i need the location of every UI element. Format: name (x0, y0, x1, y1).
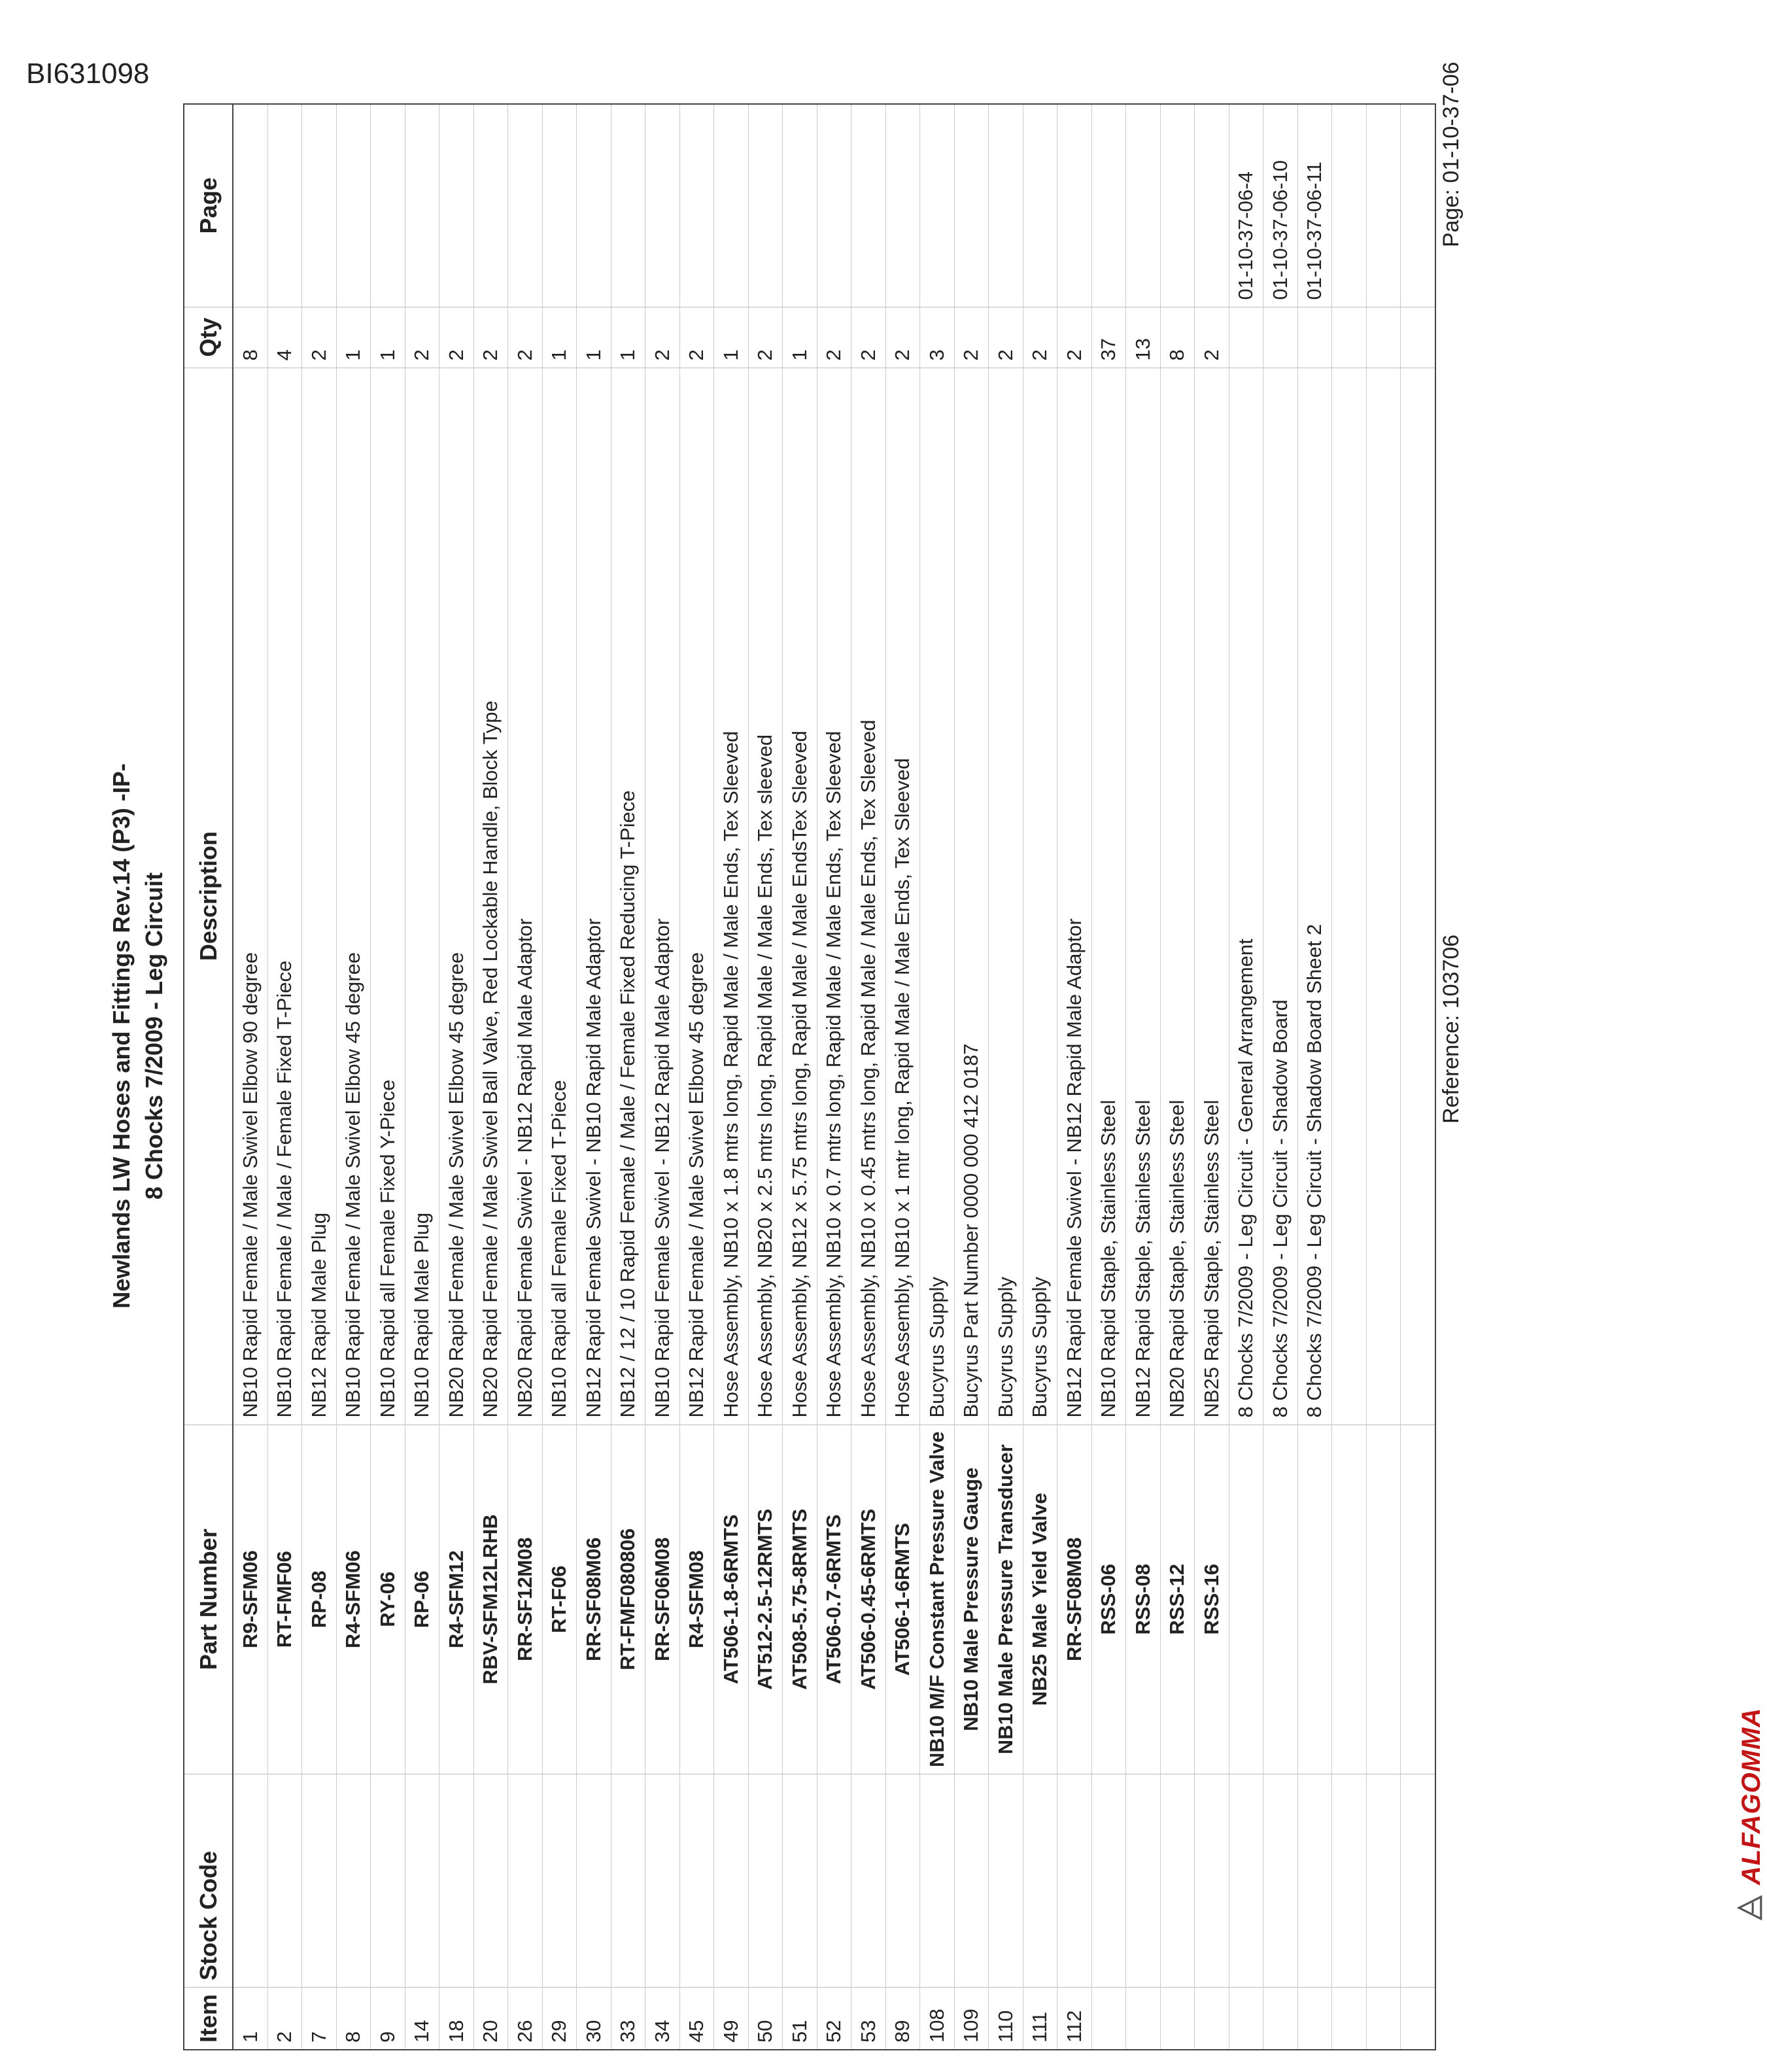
row-stock-code (371, 1774, 405, 1987)
row-part-number: AT506-0.7-6RMTS (817, 1424, 851, 1774)
row-page (611, 104, 645, 307)
row-qty: 1 (542, 307, 577, 368)
brand-logo (1736, 1708, 1767, 1922)
row-description (1401, 368, 1435, 1424)
row-stock-code (577, 1774, 611, 1987)
footer-page-number: Page: 01-10-37-06 (1439, 61, 1464, 247)
row-item-number: 18 (439, 1987, 474, 2050)
document-reference-code: BI631098 (26, 58, 150, 90)
row-qty (1229, 307, 1263, 368)
row-item-number: 111 (1023, 1987, 1057, 2050)
row-qty: 1 (336, 307, 371, 368)
table-row (1057, 104, 1092, 2050)
row-qty: 37 (1091, 307, 1126, 368)
row-part-number: RT-FMF080806 (611, 1424, 645, 1774)
row-item-number: 52 (817, 1987, 851, 2050)
row-item-number: 9 (371, 1987, 405, 2050)
row-description: NB12 Rapid Female Swivel - NB12 Rapid Male Adaptor (1057, 368, 1092, 1424)
row-page (1366, 104, 1401, 307)
row-stock-code (1057, 1774, 1092, 1987)
row-description: NB10 Rapid all Female Fixed Y-Piece (371, 368, 405, 1424)
row-item-number: 8 (336, 1987, 371, 2050)
row-part-number: RT-FMF06 (267, 1424, 302, 1774)
row-qty: 2 (645, 307, 680, 368)
row-stock-code (714, 1774, 749, 1987)
row-item-number: 49 (714, 1987, 749, 2050)
row-item-number (1401, 1987, 1435, 2050)
row-part-number: NB10 Male Pressure Gauge (954, 1424, 989, 1774)
row-description: 8 Chocks 7/2009 - Leg Circuit - General Arrangement (1229, 368, 1263, 1424)
row-page (989, 104, 1023, 307)
row-description: NB20 Rapid Female / Male Swivel Ball Valve, Red Lockable Handle, Block Type (473, 368, 508, 1424)
table-row (508, 104, 543, 2050)
row-qty: 8 (233, 307, 267, 368)
row-stock-code (920, 1774, 955, 1987)
row-page (405, 104, 439, 307)
header-part-number: Part Number (184, 1424, 233, 1774)
row-item-number: 50 (748, 1987, 783, 2050)
row-page (1023, 104, 1057, 307)
row-qty: 1 (714, 307, 749, 368)
row-qty (1263, 307, 1298, 368)
row-description: NB20 Rapid Female Swivel - NB12 Rapid Male Adaptor (508, 368, 543, 1424)
row-item-number: 45 (679, 1987, 714, 2050)
row-page (1091, 104, 1126, 307)
header-stock-code: Stock Code (184, 1774, 233, 1987)
row-qty: 4 (267, 307, 302, 368)
row-description: 8 Chocks 7/2009 - Leg Circuit - Shadow Board (1263, 368, 1298, 1424)
row-description: NB12 / 12 / 10 Rapid Female / Male / Female Fixed Reducing T-Piece (611, 368, 645, 1424)
table-row (336, 104, 371, 2050)
row-qty: 2 (439, 307, 474, 368)
table-row (1297, 104, 1332, 2050)
row-part-number: AT512-2.5-12RMTS (748, 1424, 783, 1774)
row-qty: 2 (885, 307, 920, 368)
row-item-number (1297, 1987, 1332, 2050)
row-stock-code (679, 1774, 714, 1987)
row-part-number (1297, 1424, 1332, 1774)
row-item-number: 7 (302, 1987, 337, 2050)
row-qty: 1 (783, 307, 817, 368)
row-item-number: 26 (508, 1987, 543, 2050)
table-row (439, 104, 474, 2050)
row-page: 01-10-37-06-10 (1263, 104, 1298, 307)
row-description: Hose Assembly, NB10 x 0.45 mtrs long, Rapid Male / Male Ends, Tex Sleeved (851, 368, 886, 1424)
row-part-number: RR-SF06M08 (645, 1424, 680, 1774)
header-page: Page (184, 104, 233, 307)
row-description: Hose Assembly, NB10 x 0.7 mtrs long, Rapid Male / Male Ends, Tex Sleeved (817, 368, 851, 1424)
row-qty: 2 (954, 307, 989, 368)
table-row (267, 104, 302, 2050)
table-row (714, 104, 749, 2050)
row-page (1401, 104, 1435, 307)
row-stock-code (1195, 1774, 1229, 1987)
row-stock-code (989, 1774, 1023, 1987)
row-qty: 1 (371, 307, 405, 368)
row-page (473, 104, 508, 307)
row-qty: 2 (473, 307, 508, 368)
row-page (336, 104, 371, 307)
row-stock-code (233, 1774, 267, 1987)
row-stock-code (1401, 1774, 1435, 1987)
row-page (267, 104, 302, 307)
row-page (542, 104, 577, 307)
row-page (1160, 104, 1195, 307)
row-stock-code (1263, 1774, 1298, 1987)
row-description: NB10 Rapid all Female Fixed T-Piece (542, 368, 577, 1424)
row-qty: 2 (1195, 307, 1229, 368)
row-stock-code (817, 1774, 851, 1987)
row-stock-code (542, 1774, 577, 1987)
row-part-number (1263, 1424, 1298, 1774)
row-stock-code (302, 1774, 337, 1987)
row-item-number: 110 (989, 1987, 1023, 2050)
row-part-number: R4-SFM08 (679, 1424, 714, 1774)
row-part-number: RSS-16 (1195, 1424, 1229, 1774)
row-qty (1332, 307, 1367, 368)
row-page: 01-10-37-06-4 (1229, 104, 1263, 307)
row-stock-code (336, 1774, 371, 1987)
row-item-number: 14 (405, 1987, 439, 2050)
row-item-number (1229, 1987, 1263, 2050)
table-row (1401, 104, 1435, 2050)
row-part-number: AT506-1-6RMTS (885, 1424, 920, 1774)
row-stock-code (1366, 1774, 1401, 1987)
row-item-number: 1 (233, 1987, 267, 2050)
row-description: NB12 Rapid Staple, Stainless Steel (1126, 368, 1161, 1424)
row-stock-code (954, 1774, 989, 1987)
table-header-row (184, 104, 233, 2050)
row-qty (1297, 307, 1332, 368)
row-stock-code (645, 1774, 680, 1987)
row-stock-code (1332, 1774, 1367, 1987)
row-item-number (1126, 1987, 1161, 2050)
row-part-number: RSS-12 (1160, 1424, 1195, 1774)
row-stock-code (1297, 1774, 1332, 1987)
row-item-number (1366, 1987, 1401, 2050)
row-part-number: RSS-08 (1126, 1424, 1161, 1774)
row-description: NB20 Rapid Staple, Stainless Steel (1160, 368, 1195, 1424)
table-row (1366, 104, 1401, 2050)
document-subtitle: 8 Chocks 7/2009 - Leg Circuit (141, 872, 167, 1200)
row-part-number: RP-08 (302, 1424, 337, 1774)
row-page (954, 104, 989, 307)
table-row (885, 104, 920, 2050)
row-stock-code (783, 1774, 817, 1987)
row-stock-code (1023, 1774, 1057, 1987)
row-item-number (1332, 1987, 1367, 2050)
row-item-number (1195, 1987, 1229, 2050)
row-qty: 2 (1057, 307, 1092, 368)
row-description (1332, 368, 1367, 1424)
table-row (577, 104, 611, 2050)
table-row (1263, 104, 1298, 2050)
row-item-number (1160, 1987, 1195, 2050)
table-row (989, 104, 1023, 2050)
row-page (714, 104, 749, 307)
row-item-number: 30 (577, 1987, 611, 2050)
row-item-number (1263, 1987, 1298, 2050)
row-stock-code (1091, 1774, 1126, 1987)
row-page (1332, 104, 1367, 307)
row-page (748, 104, 783, 307)
parts-table (183, 103, 1436, 2050)
table-row (473, 104, 508, 2050)
row-description: NB25 Rapid Staple, Stainless Steel (1195, 368, 1229, 1424)
row-page (817, 104, 851, 307)
row-page (577, 104, 611, 307)
row-qty: 2 (679, 307, 714, 368)
row-item-number: 89 (885, 1987, 920, 2050)
row-item-number: 34 (645, 1987, 680, 2050)
row-page (851, 104, 886, 307)
row-stock-code (611, 1774, 645, 1987)
row-description: NB20 Rapid Female / Male Swivel Elbow 45 degree (439, 368, 474, 1424)
row-part-number: AT506-0.45-6RMTS (851, 1424, 886, 1774)
row-description: Hose Assembly, NB20 x 2.5 mtrs long, Rapid Male / Male Ends, Tex sleeved (748, 368, 783, 1424)
row-part-number: RR-SF08M08 (1057, 1424, 1092, 1774)
row-part-number: RSS-06 (1091, 1424, 1126, 1774)
row-part-number: NB10 M/F Constant Pressure Valve (920, 1424, 955, 1774)
table-row (645, 104, 680, 2050)
row-stock-code (885, 1774, 920, 1987)
row-part-number (1229, 1424, 1263, 1774)
row-part-number: RR-SF08M06 (577, 1424, 611, 1774)
row-description: NB10 Rapid Female Swivel - NB12 Rapid Male Adaptor (645, 368, 680, 1424)
row-part-number: R9-SFM06 (233, 1424, 267, 1774)
row-item-number: 29 (542, 1987, 577, 2050)
table-row (748, 104, 783, 2050)
footer-reference: Reference: 103706 (1439, 934, 1464, 1124)
table-row (542, 104, 577, 2050)
brand-name: ALFAGOMMA (1737, 1707, 1766, 1885)
document-title: Newlands LW Hoses and Fittings Rev.14 (P3) -IP- (108, 763, 135, 1309)
row-qty: 2 (1023, 307, 1057, 368)
row-part-number: RY-06 (371, 1424, 405, 1774)
row-stock-code (267, 1774, 302, 1987)
table-row (679, 104, 714, 2050)
row-qty (1366, 307, 1401, 368)
row-qty: 1 (611, 307, 645, 368)
row-description: Hose Assembly, NB10 x 1 mtr long, Rapid Male / Male Ends, Tex Sleeved (885, 368, 920, 1424)
row-page (508, 104, 543, 307)
row-part-number: RR-SF12M08 (508, 1424, 543, 1774)
table-row (920, 104, 955, 2050)
row-stock-code (748, 1774, 783, 1987)
row-item-number: 2 (267, 1987, 302, 2050)
table-row (851, 104, 886, 2050)
row-item-number: 53 (851, 1987, 886, 2050)
table-row (233, 104, 267, 2050)
row-part-number: RT-F06 (542, 1424, 577, 1774)
row-description: 8 Chocks 7/2009 - Leg Circuit - Shadow Board Sheet 2 (1297, 368, 1332, 1424)
row-stock-code (439, 1774, 474, 1987)
row-stock-code (405, 1774, 439, 1987)
row-page (885, 104, 920, 307)
table-row (1229, 104, 1263, 2050)
row-description: NB12 Rapid Male Plug (302, 368, 337, 1424)
row-item-number (1091, 1987, 1126, 2050)
table-row (405, 104, 439, 2050)
row-item-number: 108 (920, 1987, 955, 2050)
row-qty: 8 (1160, 307, 1195, 368)
table-row (1332, 104, 1367, 2050)
row-part-number: RBV-SFM12LRHB (473, 1424, 508, 1774)
row-description: Bucyrus Supply (920, 368, 955, 1424)
row-part-number (1366, 1424, 1401, 1774)
row-qty: 2 (817, 307, 851, 368)
row-item-number: 20 (473, 1987, 508, 2050)
row-qty: 2 (508, 307, 543, 368)
row-qty (1401, 307, 1435, 368)
table-row (1126, 104, 1161, 2050)
row-stock-code (1229, 1774, 1263, 1987)
table-row (954, 104, 989, 2050)
row-qty: 3 (920, 307, 955, 368)
row-page (302, 104, 337, 307)
table-row (1160, 104, 1195, 2050)
table-row (817, 104, 851, 2050)
table-row (1023, 104, 1057, 2050)
row-part-number (1401, 1424, 1435, 1774)
row-qty: 2 (302, 307, 337, 368)
row-description: Bucyrus Part Number 0000 000 412 0187 (954, 368, 989, 1424)
row-page: 01-10-37-06-11 (1297, 104, 1332, 307)
row-qty: 13 (1126, 307, 1161, 368)
table-row (371, 104, 405, 2050)
row-page (371, 104, 405, 307)
row-stock-code (1126, 1774, 1161, 1987)
row-item-number: 109 (954, 1987, 989, 2050)
row-part-number: RP-06 (405, 1424, 439, 1774)
row-page (645, 104, 680, 307)
row-page (1057, 104, 1092, 307)
row-item-number: 33 (611, 1987, 645, 2050)
table-row (611, 104, 645, 2050)
row-stock-code (508, 1774, 543, 1987)
row-description: NB10 Rapid Female / Male Swivel Elbow 45 degree (336, 368, 371, 1424)
header-item: Item (184, 1987, 233, 2050)
row-part-number: R4-SFM06 (336, 1424, 371, 1774)
row-page (783, 104, 817, 307)
table-row (302, 104, 337, 2050)
header-qty: Qty (184, 307, 233, 368)
row-stock-code (473, 1774, 508, 1987)
row-page (233, 104, 267, 307)
row-qty: 2 (851, 307, 886, 368)
row-part-number: AT508-5.75-8RMTS (783, 1424, 817, 1774)
table-row (1195, 104, 1229, 2050)
alfagomma-a-logo-icon (1736, 1894, 1767, 1922)
row-part-number: NB10 Male Pressure Transducer (989, 1424, 1023, 1774)
row-description: Hose Assembly, NB12 x 5.75 mtrs long, Rapid Male / Male EndsTex Sleeved (783, 368, 817, 1424)
row-description: NB10 Rapid Male Plug (405, 368, 439, 1424)
row-qty: 1 (577, 307, 611, 368)
row-description: NB10 Rapid Female / Male Swivel Elbow 90 degree (233, 368, 267, 1424)
row-page (920, 104, 955, 307)
row-item-number: 112 (1057, 1987, 1092, 2050)
row-description: NB10 Rapid Female / Male / Female Fixed T-Piece (267, 368, 302, 1424)
row-page (1126, 104, 1161, 307)
row-page (679, 104, 714, 307)
row-description: NB10 Rapid Staple, Stainless Steel (1091, 368, 1126, 1424)
row-part-number: NB25 Male Yield Valve (1023, 1424, 1057, 1774)
row-page (439, 104, 474, 307)
row-part-number: R4-SFM12 (439, 1424, 474, 1774)
table-row (1091, 104, 1126, 2050)
row-stock-code (1160, 1774, 1195, 1987)
row-page (1195, 104, 1229, 307)
row-description: NB12 Rapid Female / Male Swivel Elbow 45 degree (679, 368, 714, 1424)
table-row (783, 104, 817, 2050)
header-description: Description (184, 368, 233, 1424)
row-description (1366, 368, 1401, 1424)
row-item-number: 51 (783, 1987, 817, 2050)
row-description: NB12 Rapid Female Swivel - NB10 Rapid Male Adaptor (577, 368, 611, 1424)
row-stock-code (851, 1774, 886, 1987)
row-description: Bucyrus Supply (989, 368, 1023, 1424)
row-qty: 2 (748, 307, 783, 368)
row-description: Hose Assembly, NB10 x 1.8 mtrs long, Rapid Male / Male Ends, Tex Sleeved (714, 368, 749, 1424)
row-qty: 2 (989, 307, 1023, 368)
row-description: Bucyrus Supply (1023, 368, 1057, 1424)
row-part-number (1332, 1424, 1367, 1774)
row-part-number: AT506-1.8-6RMTS (714, 1424, 749, 1774)
row-qty: 2 (405, 307, 439, 368)
